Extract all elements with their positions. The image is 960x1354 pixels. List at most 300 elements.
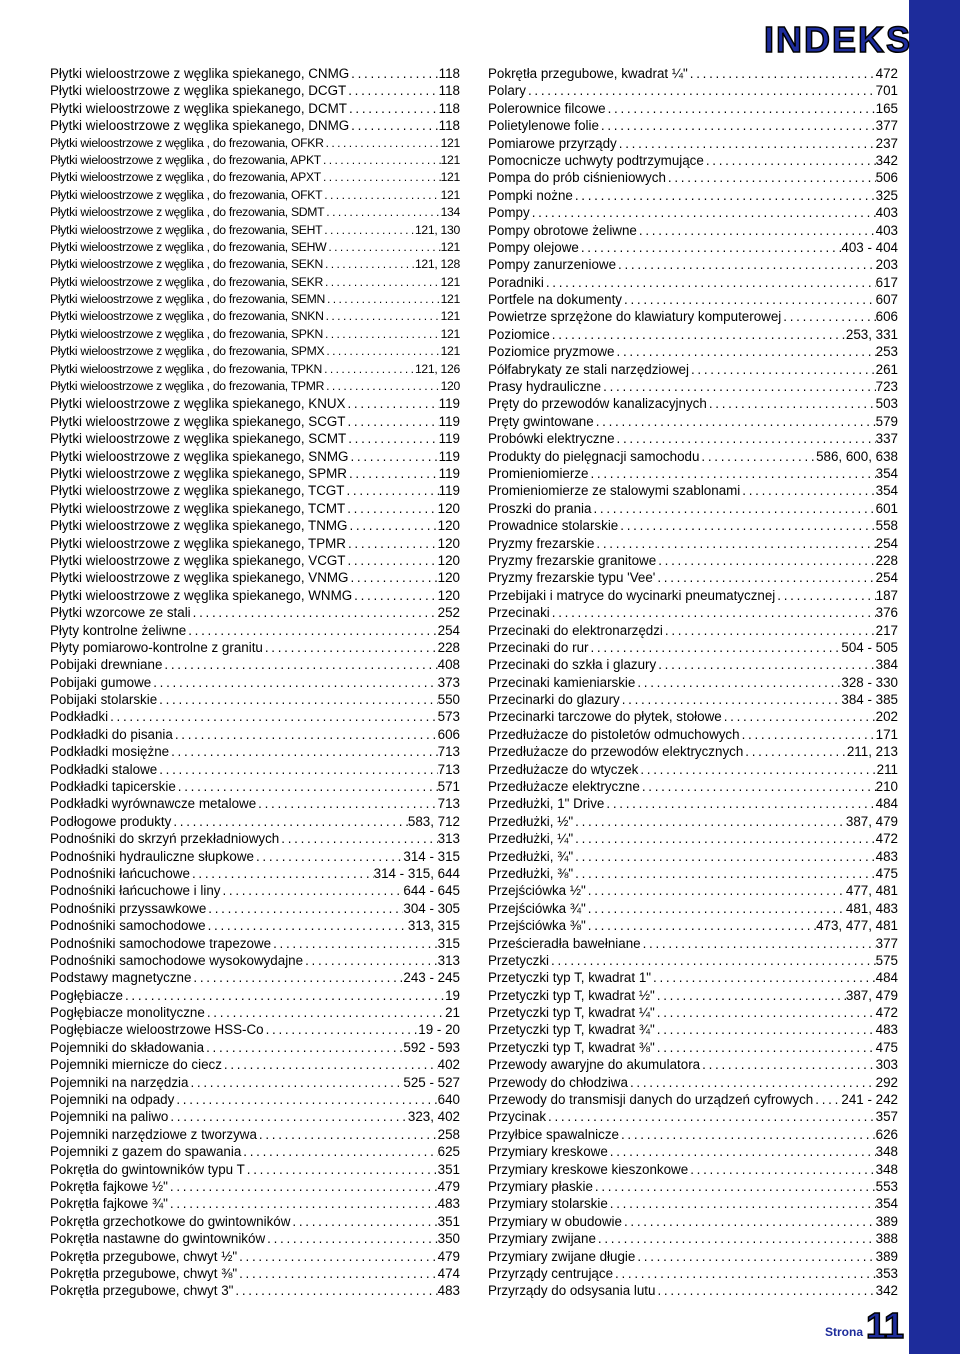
index-entry-page: 120 <box>437 570 460 586</box>
dot-leader <box>617 135 876 152</box>
index-entry <box>488 482 898 499</box>
dot-leader <box>345 413 438 430</box>
index-entry-page: 237 <box>875 135 898 151</box>
index-entry-name: Pogłębiacze <box>50 987 123 1003</box>
index-entry-name: Płytki wieloostrzowe z węglika spiekanego, SNMG <box>50 448 349 464</box>
dot-leader <box>205 1004 445 1021</box>
index-entry <box>488 1056 898 1073</box>
index-entry-name: Przedłużki, ½" <box>488 813 574 829</box>
index-entry <box>488 239 898 256</box>
index-entry-name: Promieniomierze ze stalowymi szablonami <box>488 483 741 499</box>
index-entry-name: Płytki wieloostrzowe z węglika , do frezowania, TPMR <box>50 379 325 394</box>
dot-leader <box>656 552 875 569</box>
index-entry-name: Płyty kontrolne żeliwne <box>50 622 187 638</box>
index-entry <box>50 187 460 204</box>
index-entry <box>488 1021 898 1038</box>
index-entry-name: Pompa do prób ciśnieniowych <box>488 170 666 186</box>
index-entry-name: Proszki do prania <box>488 500 592 516</box>
dot-leader <box>151 674 437 691</box>
index-entry-name: Pompy olejowe <box>488 239 579 255</box>
index-entry-page: 479 <box>437 1248 460 1264</box>
dot-leader <box>264 1021 419 1038</box>
index-entry <box>488 500 898 517</box>
index-entry-page: 210 <box>875 779 898 795</box>
index-entry-name: Przyrządy do odsysania lutu <box>488 1283 656 1299</box>
index-entry-name: Pryzmy frezarskie granitowe <box>488 552 657 568</box>
index-entry <box>488 1161 898 1178</box>
index-entry-page: 211, 213 <box>846 744 898 760</box>
index-entry-name: Pomocnicze uchwyty podtrzymujące <box>488 152 704 168</box>
index-entry <box>488 865 898 882</box>
index-entry-page: 575 <box>875 952 898 968</box>
index-entry-page: 165 <box>875 100 898 116</box>
dot-leader <box>322 222 415 239</box>
index-entry-name: Pompy <box>488 205 530 221</box>
index-entry-page: 203 <box>875 257 898 273</box>
index-entry-name: Przedłużki, ¼" <box>488 831 574 847</box>
index-entry-name: Podkładki mosiężne <box>50 744 170 760</box>
index-entry-name: Płytki wieloostrzowe z węglika , do frezowania, TPKN <box>50 361 323 376</box>
dot-leader <box>593 1178 876 1195</box>
index-entry-name: Przedłużacze elektryczne <box>488 779 640 795</box>
dot-leader <box>663 622 876 639</box>
index-entry-page: 121, 126 <box>414 361 460 376</box>
index-entry <box>50 674 460 691</box>
index-entry-name: Prasy hydrauliczne <box>488 379 602 395</box>
index-entry-name: Powietrze sprzężone do klawiatury komputerowej <box>488 309 782 325</box>
index-entry-name: Płytki wieloostrzowe z węglika spiekanego, DCMT <box>50 100 347 116</box>
dot-leader <box>530 204 876 221</box>
index-entry-page: 328 - 330 <box>841 674 898 690</box>
index-entry-page: 473, 477, 481 <box>816 918 898 934</box>
dot-leader <box>722 708 876 725</box>
dot-leader <box>635 1248 875 1265</box>
index-entry-page: 21 <box>445 1005 460 1021</box>
index-entry-page: 573 <box>437 709 460 725</box>
index-entry <box>50 830 460 847</box>
index-entry <box>488 169 898 186</box>
index-entry <box>50 274 460 291</box>
dot-leader <box>699 448 816 465</box>
index-entry-page: 617 <box>875 274 898 290</box>
dot-leader <box>655 1021 876 1038</box>
dot-leader <box>740 482 875 499</box>
index-entry <box>50 1282 460 1299</box>
dot-leader <box>688 65 876 82</box>
index-entry <box>488 256 898 273</box>
dot-leader <box>290 1213 437 1230</box>
index-entry-page: 337 <box>875 431 898 447</box>
index-entry-page: 254 <box>875 570 898 586</box>
index-entry-page: 384 <box>875 657 898 673</box>
index-entry-name: Przyłbice spawalnicze <box>488 1126 619 1142</box>
index-entry-name: Płytki wieloostrzowe z węglika spiekanego, SCGT <box>50 413 346 429</box>
index-entry-page: 119 <box>438 413 460 429</box>
index-entry-page: 713 <box>437 744 460 760</box>
index-entry-name: Płytki wieloostrzowe z węglika spiekanego, TPMR <box>50 535 346 551</box>
dot-leader <box>550 604 876 621</box>
index-entry <box>488 1126 898 1143</box>
dot-leader <box>174 1091 437 1108</box>
index-entry-page: 387, 479 <box>845 987 898 1003</box>
index-entry <box>50 969 460 986</box>
dot-leader <box>188 1074 403 1091</box>
index-entry <box>488 1039 898 1056</box>
index-entry-name: Przetyczki typ T, kwadrat ½" <box>488 987 655 1003</box>
index-entry <box>488 395 898 412</box>
index-entry <box>50 900 460 917</box>
index-entry-page: 472 <box>875 831 898 847</box>
index-entry-page: 388 <box>875 1231 898 1247</box>
index-entry-name: Pogłębiacze wieloostrzowe HSS-Co <box>50 1022 264 1038</box>
index-entry-name: Podnośniki do skrzyń przekładniowych <box>50 831 280 847</box>
index-entry <box>488 743 898 760</box>
index-entry <box>50 256 460 273</box>
index-entry-name: Płytki wieloostrzowe z węglika spiekanego, DNMG <box>50 118 350 134</box>
index-entry-page: 376 <box>875 605 898 621</box>
index-entry <box>488 813 898 830</box>
index-entry-name: Pojemniki na paliwo <box>50 1109 169 1125</box>
dot-leader <box>162 656 437 673</box>
index-entry-name: Prześcieradła bawełniane <box>488 935 641 951</box>
index-entry-page: 408 <box>437 657 460 673</box>
index-entry <box>50 848 460 865</box>
index-entry-page: 579 <box>875 413 898 429</box>
index-entry <box>488 326 898 343</box>
index-entry-name: Przedłużki, ¾" <box>488 848 574 864</box>
index-entry <box>50 552 460 569</box>
index-entry <box>488 378 898 395</box>
index-entry <box>50 465 460 482</box>
index-entry <box>50 117 460 134</box>
dot-leader <box>689 361 876 378</box>
index-entry <box>50 1039 460 1056</box>
index-entry <box>50 500 460 517</box>
index-entry-name: Przycinak <box>488 1109 547 1125</box>
index-entry <box>488 552 898 569</box>
dot-leader <box>591 500 875 517</box>
index-entry-name: Przecinaki do elektronarzędzi <box>488 622 663 638</box>
index-entry-name: Płytki wieloostrzowe z węglika spiekanego, VNMG <box>50 570 349 586</box>
index-entry-name: Płytki wieloostrzowe z węglika spiekanego, KNUX <box>50 396 346 412</box>
dot-leader <box>171 813 408 830</box>
index-entry-page: 121 <box>440 170 460 185</box>
index-column-right <box>488 65 898 1300</box>
dot-leader <box>321 152 441 169</box>
index-entry-name: Przewody awaryjne do akumulatora <box>488 1057 701 1073</box>
index-entry-name: Przedłużacze do wtyczek <box>488 761 639 777</box>
index-entry <box>488 187 898 204</box>
index-entry-name: Przedłużacze do pistoletów odmuchowych <box>488 726 740 742</box>
index-entry <box>50 778 460 795</box>
index-entry-name: Pojemniki z gazem do spawania <box>50 1144 242 1160</box>
dot-leader <box>601 378 876 395</box>
dot-leader <box>279 830 437 847</box>
index-entry <box>488 987 898 1004</box>
index-entry-name: Produkty do pielęgnacji samochodu <box>488 448 700 464</box>
index-entry-name: Płytki wieloostrzowe z węglika spiekanego, TNMG <box>50 518 348 534</box>
dot-leader <box>608 1143 876 1160</box>
index-entry <box>50 1004 460 1021</box>
index-entry <box>488 882 898 899</box>
dot-leader <box>573 830 876 847</box>
index-entry-name: Przymiary płaskie <box>488 1179 593 1194</box>
index-entry <box>488 674 898 691</box>
index-entry-name: Poziomice pryzmowe <box>488 344 615 360</box>
index-entry-name: Pomiarowe przyrządy <box>488 135 617 151</box>
dot-leader <box>618 517 875 534</box>
index-entry <box>50 361 460 378</box>
index-entry-page: 119 <box>438 448 460 464</box>
index-entry <box>50 708 460 725</box>
index-entry <box>488 1248 898 1265</box>
index-entry-page: 348 <box>875 1144 898 1160</box>
index-entry-page: 121 <box>440 309 460 324</box>
index-entry-page: 483 <box>875 848 898 864</box>
dot-leader <box>599 117 876 134</box>
index-entry-name: Przebijaki i matryce do wycinarki pneumatycznej <box>488 587 776 603</box>
index-entry-name: Przecinaki do szkła i glazury <box>488 657 657 673</box>
index-entry-page: 121, 130 <box>414 222 460 237</box>
index-entry-name: Przejściówka ½" <box>488 883 586 899</box>
index-entry <box>488 1213 898 1230</box>
dot-leader <box>619 1126 876 1143</box>
dot-leader <box>573 187 876 204</box>
index-entry-name: Polietylenowe folie <box>488 118 599 134</box>
index-entry-page: 202 <box>875 709 898 725</box>
index-entry-page: 351 <box>437 1213 460 1229</box>
index-entry <box>50 795 460 812</box>
dot-leader <box>323 274 441 291</box>
dot-leader <box>265 1230 438 1247</box>
index-entry-page: 571 <box>437 779 460 795</box>
dot-leader <box>641 935 876 952</box>
dot-leader <box>608 1195 876 1212</box>
index-entry-page: 723 <box>875 379 898 395</box>
dot-leader <box>324 204 440 221</box>
index-entry-page: 472 <box>875 66 898 81</box>
dot-leader <box>169 743 438 760</box>
index-entry-page: 261 <box>875 361 898 377</box>
index-entry <box>488 117 898 134</box>
index-entry-page: 472 <box>875 1005 898 1021</box>
index-entry-name: Pokrętła fajkowe ½" <box>50 1179 168 1194</box>
page-label: Strona <box>825 1325 864 1339</box>
index-entry-page: 403 <box>875 205 898 221</box>
dot-leader <box>615 343 876 360</box>
index-entry-page: 228 <box>875 552 898 568</box>
index-entry-page: 120 <box>437 535 460 551</box>
index-entry-name: Podkładki <box>50 709 109 725</box>
index-entry <box>50 152 460 169</box>
index-entry <box>488 848 898 865</box>
dot-leader <box>108 708 438 725</box>
dot-leader <box>656 656 875 673</box>
dot-leader <box>123 987 445 1004</box>
index-entry <box>50 291 460 308</box>
index-entry-page: 325 <box>875 187 898 203</box>
dot-leader <box>324 135 441 152</box>
index-entry-name: Pompy obrotowe żeliwne <box>488 222 637 238</box>
index-entry <box>488 100 898 117</box>
index-entry <box>50 761 460 778</box>
index-entry-page: 314 - 315, 644 <box>373 865 460 881</box>
index-entry-page: 211 <box>876 761 898 777</box>
dot-leader <box>586 917 816 934</box>
index-entry <box>50 482 460 499</box>
index-entry-name: Podkładki stalowe <box>50 761 158 777</box>
index-entry-name: Poradniki <box>488 274 544 290</box>
dot-leader <box>526 82 876 99</box>
index-entry-name: Przymiary zwijane długie <box>488 1248 636 1264</box>
index-entry <box>50 1108 460 1125</box>
index-entry <box>488 152 898 169</box>
dot-leader <box>688 1161 875 1178</box>
index-entry <box>50 448 460 465</box>
index-entry-page: 253 <box>875 344 898 360</box>
index-entry-name: Płytki wieloostrzowe z węglika , do frezowania, SEKR <box>50 274 323 289</box>
dot-leader <box>222 1056 438 1073</box>
index-entry-name: Poziomice <box>488 326 550 342</box>
index-entry <box>488 222 898 239</box>
index-entry-name: Przetyczki typ T, kwadrat ¾" <box>488 1022 655 1038</box>
index-entry-page: 484 <box>875 970 898 986</box>
dot-leader <box>586 900 846 917</box>
dot-leader <box>588 465 875 482</box>
index-entry <box>50 622 460 639</box>
index-entry-name: Pręty do przewodów kanalizacyjnych <box>488 396 707 412</box>
index-entry-name: Przetyczki typ T, kwadrat ⅜" <box>488 1039 655 1055</box>
index-entry-page: 625 <box>437 1144 460 1160</box>
index-entry-name: Przewody do transmisji danych do urządzeń cyfrowych <box>488 1092 814 1108</box>
index-entry <box>50 587 460 604</box>
index-entry-name: Płytki wieloostrzowe z węglika spiekanego, SPMR <box>50 465 347 481</box>
dot-leader <box>173 726 438 743</box>
index-entry-name: Płytki wieloostrzowe z węglika spiekanego, DCGT <box>50 83 347 99</box>
index-entry <box>50 82 460 99</box>
index-entry-page: 553 <box>875 1179 898 1194</box>
dot-leader <box>813 1091 841 1108</box>
index-entry-name: Przejściówka ⅜" <box>488 918 586 934</box>
index-entry <box>488 639 898 656</box>
dot-leader <box>322 361 415 378</box>
blue-sidebar <box>909 0 960 1354</box>
index-entry-page: 121 <box>440 344 460 359</box>
index-entry-page: 120 <box>437 500 460 516</box>
index-entry-page: 121 <box>440 292 460 307</box>
index-entry-name: Polerownice filcowe <box>488 100 606 116</box>
dot-leader <box>743 743 847 760</box>
index-entry <box>488 465 898 482</box>
index-entry-name: Przymiary stolarskie <box>488 1196 608 1212</box>
index-entry-page: 387, 479 <box>845 813 898 829</box>
index-entry-name: Płytki wieloostrzowe z węglika , do frezowania, SEKN <box>50 257 323 272</box>
index-entry-name: Prowadnice stolarskie <box>488 518 619 534</box>
index-entry-name: Płytki wzorcowe ze stali <box>50 605 191 621</box>
index-entry-name: Pokrętła przegubowe, chwyt 3" <box>50 1283 234 1299</box>
index-entry <box>488 361 898 378</box>
index-entry-name: Podnośniki łańcuchowe <box>50 865 190 881</box>
index-entry <box>488 917 898 934</box>
index-entry-name: Przewody do chłodziwa <box>488 1074 628 1090</box>
dot-leader <box>586 882 846 899</box>
index-entry <box>488 708 898 725</box>
index-entry-name: Pryzmy frezarskie typu 'Vee' <box>488 570 656 586</box>
index-entry-name: Podstawy magnetyczne <box>50 970 192 986</box>
dot-leader <box>326 239 440 256</box>
index-entry-name: Pogłębiacze monolityczne <box>50 1005 205 1021</box>
index-entry-page: 477, 481 <box>845 883 898 899</box>
dot-leader <box>322 187 440 204</box>
index-entry-page: 315 <box>437 935 460 951</box>
index-entry <box>50 343 460 360</box>
index-entry-name: Pobijaki stolarskie <box>50 692 158 708</box>
index-entry <box>488 622 898 639</box>
index-entry-name: Przetyczki <box>488 952 550 968</box>
dot-leader <box>324 378 440 395</box>
index-entry-page: 253, 331 <box>845 326 898 342</box>
index-entry <box>50 1143 460 1160</box>
dot-leader <box>157 691 437 708</box>
index-entry <box>50 639 460 656</box>
index-entry-page: 348 <box>875 1161 898 1177</box>
dot-leader <box>655 1282 875 1299</box>
index-entry <box>50 1161 460 1178</box>
index-entry <box>50 204 460 221</box>
dot-leader <box>666 169 876 186</box>
index-entry <box>488 535 898 552</box>
index-entry <box>488 413 898 430</box>
index-entry <box>50 239 460 256</box>
dot-leader <box>347 517 437 534</box>
index-entry-page: 120 <box>437 587 460 603</box>
dot-leader <box>550 326 846 343</box>
index-entry-page: 313 <box>437 952 460 968</box>
dot-leader <box>168 1195 438 1212</box>
index-entry-page: 171 <box>875 726 898 742</box>
index-entry-page: 254 <box>437 622 460 638</box>
dot-leader <box>546 1108 876 1125</box>
dot-leader <box>588 639 841 656</box>
index-entry-name: Przecinaki <box>488 605 550 621</box>
index-entry-name: Pokrętła fajkowe ¾" <box>50 1196 168 1212</box>
index-entry-page: 504 - 505 <box>841 639 898 655</box>
index-entry <box>50 743 460 760</box>
index-entry <box>488 795 898 812</box>
dot-leader <box>263 639 438 656</box>
index-entry <box>50 813 460 830</box>
index-entry <box>50 1178 460 1195</box>
index-entry <box>488 1195 898 1212</box>
dot-leader <box>271 935 438 952</box>
dot-leader <box>303 952 438 969</box>
index-entry-page: 254 <box>875 535 898 551</box>
index-entry <box>50 308 460 325</box>
index-entry-page: 640 <box>437 1092 460 1108</box>
index-entry-name: Płytki wieloostrzowe z węglika spiekanego, TCMT <box>50 500 346 516</box>
index-entry-page: 119 <box>438 431 460 447</box>
index-entry-name: Płytki wieloostrzowe z węglika , do frezowania, SNKN <box>50 309 324 324</box>
index-entry-page: 583, 712 <box>407 813 460 829</box>
index-entry <box>50 65 460 82</box>
dot-leader <box>628 1074 876 1091</box>
index-entry-page: 389 <box>875 1248 898 1264</box>
index-entry <box>488 448 898 465</box>
index-entry-name: Pobijaki drewniane <box>50 657 163 673</box>
index-entry <box>50 395 460 412</box>
index-entry-page: 384 - 385 <box>841 692 898 708</box>
index-entry-page: 713 <box>437 761 460 777</box>
